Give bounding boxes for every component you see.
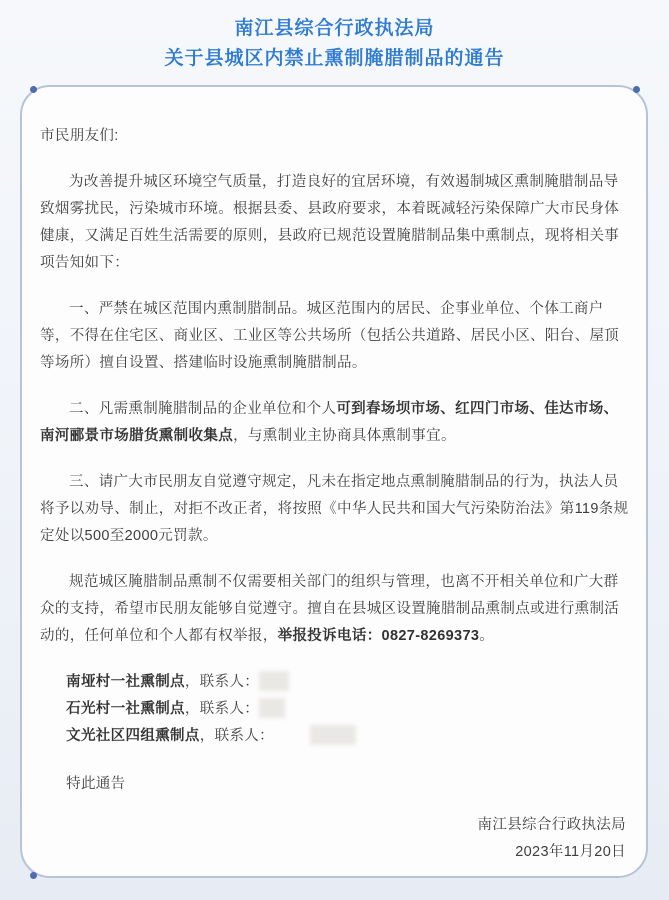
corner-dot-bottom-left xyxy=(30,872,37,879)
contact-label: ，联系人： xyxy=(184,674,260,690)
text-segment: 。 xyxy=(479,628,495,644)
text-segment: 三、请广大市民朋友自觉遵守规定，凡未在指定地点熏制腌腊制品的行为，执法人员将予以劝导、制止，对拒不改正者，将按照《中华人民共和国大气污染防治法》第119条规定处以500至2000元罚款。 xyxy=(40,474,629,544)
notice-header xyxy=(0,0,669,74)
corner-dot-top-right xyxy=(633,86,640,93)
smoke-point-line xyxy=(40,696,630,723)
smoke-point-name: 南垭村一社熏制点 xyxy=(66,674,185,690)
contact-label: ，联系人： xyxy=(184,701,260,717)
notice-paragraph xyxy=(40,169,630,277)
notice-paragraph xyxy=(40,469,630,550)
notice-paragraph xyxy=(40,569,630,650)
corner-dot-top-left xyxy=(30,86,37,93)
contact-label: ，联系人： xyxy=(199,728,274,744)
smoke-point-list xyxy=(40,669,630,750)
issue-date: 2023年11月20日 xyxy=(515,844,626,860)
title-line-2: 关于县城区内禁止熏制腌腊制品的通告 xyxy=(164,48,505,69)
text-segment: ，与熏制业主协商具体熏制事宜。 xyxy=(233,428,456,444)
text-segment: 为改善提升城区环境空气质量，打造良好的宜居环境，有效遏制城区熏制腌腊制品导致烟雾扰民，污染城市环境。根据县委、县政府要求，本着既减轻污染保障广大市民身体健康，又满足百姓生活需要的原则，县政府已规范设置腌腊制品集中熏制点，现将相关事项告知如下： xyxy=(40,174,620,271)
title-line-1: 南江县综合行政执法局 xyxy=(234,18,435,39)
smoke-point-name: 文光社区四组熏制点 xyxy=(66,728,200,744)
redacted-contact-name xyxy=(259,671,289,691)
salutation: 市民朋友们: xyxy=(40,128,119,144)
redacted-contact-name xyxy=(259,698,285,718)
text-segment: 二、凡需熏制腌腊制品的企业单位和个人 xyxy=(69,401,337,417)
redacted-contact-name xyxy=(310,725,356,745)
smoke-point-line xyxy=(40,669,630,696)
notice-body xyxy=(40,169,630,650)
notice-paragraph xyxy=(40,296,630,377)
issuer-name: 南江县综合行政执法局 xyxy=(477,817,626,833)
bold-text-segment: 可到春场坝市场、红四门市场、佳达市场、南河郦景市场腊货熏制收集点 xyxy=(40,401,619,444)
smoke-point-name: 石光村一社熏制点 xyxy=(66,701,185,717)
closing-line: 特此通告 xyxy=(66,776,126,792)
bold-text-segment: 举报投诉电话：0827-8269373 xyxy=(277,628,480,644)
text-segment: 一、严禁在城区范围内熏制腊制品。城区范围内的居民、企事业单位、个体工商户等，不得在住宅区、商业区、工业区等公共场所（包括公共道路、居民小区、阳台、屋顶等场所）擅自设置、搭建临时设施熏制腌腊制品。 xyxy=(40,301,620,371)
text-segment: 规范城区腌腊制品熏制不仅需要相关部门的组织与管理，也离不开相关单位和广大群众的支持，希望市民朋友能够自觉遵守。擅自在县城区设置腌腊制品熏制点或进行熏制活动的，任何单位和个人都有权举报， xyxy=(40,574,620,644)
notice-card xyxy=(20,85,648,878)
notice-paragraph xyxy=(40,396,630,450)
smoke-point-line xyxy=(40,723,630,750)
